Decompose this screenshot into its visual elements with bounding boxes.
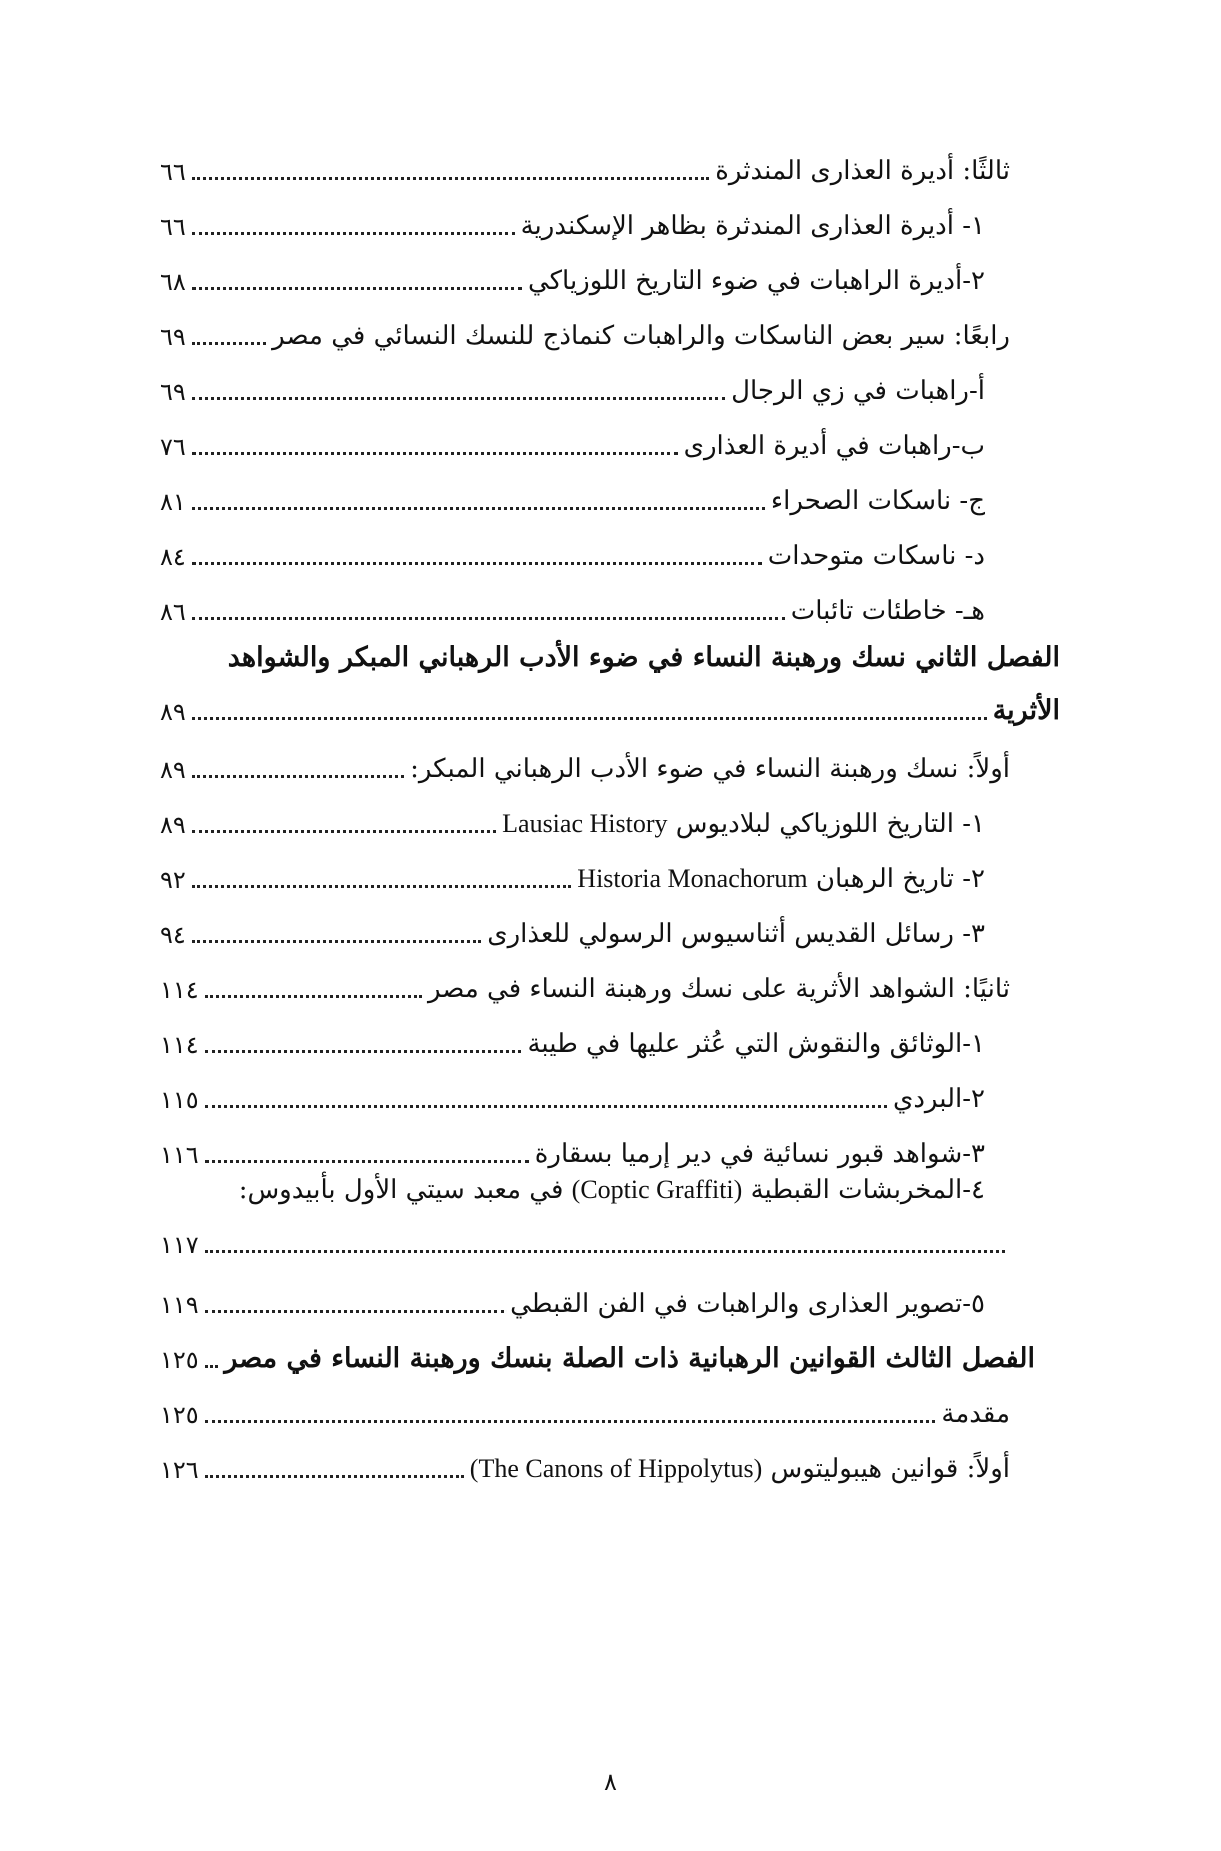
- dot-leader: [205, 1310, 504, 1313]
- toc-entry-page: ١١٧: [160, 1231, 199, 1259]
- toc-entry: [160, 130, 1010, 190]
- dot-leader: [192, 717, 987, 720]
- toc-entry-page: ٦٦: [160, 158, 186, 186]
- dot-leader: [192, 562, 762, 565]
- dot-leader: [192, 452, 678, 455]
- dot-leader: [192, 287, 522, 290]
- toc-entry: [160, 1318, 1035, 1378]
- toc-entry-title: ١-الوثائق والنقوش التي عُثر عليها في طيبة: [527, 1029, 985, 1059]
- dot-leader: [192, 397, 725, 400]
- toc-entry-page: ٩٤: [160, 921, 186, 949]
- dot-leader: [205, 1105, 887, 1108]
- page-number: ٨: [604, 1768, 617, 1796]
- toc-entry: [160, 838, 1010, 898]
- dot-leader: [192, 232, 515, 235]
- toc-entry-page: ٦٩: [160, 323, 186, 351]
- dot-leader: [205, 1365, 219, 1368]
- toc-entry-title: ٥-تصوير العذارى والراهبات في الفن القبطي: [510, 1289, 985, 1319]
- toc-entry: [160, 1058, 1010, 1118]
- toc-entry-title: ١- أديرة العذارى المندثرة بظاهر الإسكندرية: [520, 211, 985, 241]
- toc-entry-title: [470, 1456, 1010, 1488]
- dot-leader: [192, 342, 266, 345]
- toc-entry-page: ١١٤: [160, 1031, 199, 1059]
- toc-entry-title: أولاً: نسك ورهبنة النساء في ضوء الأدب الرهباني المبكر:: [410, 754, 1010, 784]
- toc-entry-page: ١٢٥: [160, 1401, 199, 1429]
- dot-leader: [192, 885, 572, 888]
- toc-entry-page: ٦٩: [160, 378, 186, 406]
- toc-entry-page: ١٢٥: [160, 1346, 199, 1374]
- toc-entry: [160, 1113, 1010, 1173]
- toc-entry: [160, 670, 1060, 730]
- toc-entry-page: ٧٦: [160, 433, 186, 461]
- toc-entry: [160, 1373, 1010, 1433]
- toc-entry-title-arabic: ١- التاريخ اللوزياكي لبلاديوس: [675, 809, 985, 839]
- toc-entry-page: ١١٦: [160, 1141, 199, 1169]
- toc-entry-title-english: (The Canons of Hippolytus): [469, 1454, 763, 1483]
- toc-entry: [160, 295, 1010, 355]
- toc-entry: [160, 350, 1010, 410]
- toc-entry: [160, 515, 1010, 575]
- chapter-heading: الفصل الثاني نسك ورهبنة النساء في ضوء الأدب الرهباني المبكر والشواهد: [227, 642, 1060, 673]
- toc-entry-title-arabic: ٤-المخربشات القبطية: [750, 1175, 985, 1205]
- toc-entry: [160, 185, 1010, 245]
- toc-entry: [160, 783, 1010, 843]
- toc-entry: [160, 570, 1010, 630]
- toc-entry-page: ٨٩: [160, 698, 186, 726]
- chapter-heading: الفصل الثالث القوانين الرهبانية ذات الصلة بنسك ورهبنة النساء في مصر: [224, 1343, 1035, 1374]
- toc-entry-title: ٣-شواهد قبور نسائية في دير إرميا بسقارة: [534, 1139, 985, 1169]
- toc-entry-title: ٢-البردي: [892, 1084, 985, 1114]
- toc-entry-page: ١١٥: [160, 1086, 199, 1114]
- dot-leader: [205, 1475, 464, 1478]
- toc-entry: [160, 728, 1010, 788]
- toc-entry-title-arabic: في معبد سيتي الأول بأبيدوس:: [238, 1175, 564, 1205]
- toc-entry-page: ٨١: [160, 488, 186, 516]
- chapter-heading-continued: الأثرية: [992, 695, 1060, 726]
- dot-leader: [192, 507, 765, 510]
- dot-leader: [205, 995, 422, 998]
- dot-leader: [192, 830, 496, 833]
- dot-leader: [205, 1050, 522, 1053]
- toc-entry-page: ٩٢: [160, 866, 186, 894]
- toc-entry: [160, 460, 1010, 520]
- toc-entry-title: [160, 1175, 1010, 1205]
- toc-entry-title-english: Lausiac History: [502, 809, 668, 838]
- toc-entry-page: ١١٤: [160, 976, 199, 1004]
- toc-entry-title: ب-راهبات في أديرة العذارى: [683, 431, 985, 461]
- toc-entry-page: ٦٨: [160, 268, 186, 296]
- dot-leader: [205, 1250, 1005, 1253]
- toc-entry-title: أ-راهبات في زي الرجال: [731, 376, 985, 406]
- toc-entry-title-arabic: ٢- تاريخ الرهبان: [815, 864, 985, 894]
- toc-entry-title: ج- ناسكات الصحراء: [770, 486, 985, 516]
- toc-entry-title: مقدمة: [941, 1399, 1010, 1429]
- toc-entry-title-english: Historia Monachorum: [577, 864, 808, 893]
- toc-entry: [160, 893, 1010, 953]
- toc-entry-title-english: (Coptic Graffiti): [571, 1175, 743, 1204]
- toc-entry-title: رابعًا: سير بعض الناسكات والراهبات كنماذج للنسك النسائي في مصر: [272, 321, 1010, 351]
- dot-leader: [205, 1160, 529, 1163]
- dot-leader: [192, 775, 404, 778]
- toc-entry: [160, 1263, 1010, 1323]
- dot-leader: [192, 617, 785, 620]
- toc-entry: [160, 1428, 1010, 1488]
- toc-entry-title: ٢-أديرة الراهبات في ضوء التاريخ اللوزياكي: [527, 266, 985, 296]
- toc-entry-title: ثانيًا: الشواهد الأثرية على نسك ورهبنة النساء في مصر: [427, 974, 1010, 1004]
- dot-leader: [192, 177, 709, 180]
- toc-entry-title: ثالثًا: أديرة العذارى المندثرة: [715, 156, 1010, 186]
- toc-entry-page: ٨٩: [160, 756, 186, 784]
- toc-entry: [160, 240, 1010, 300]
- toc-entry: [160, 405, 1010, 465]
- toc-entry-page: ٨٤: [160, 543, 186, 571]
- toc-entry-page: ١١٩: [160, 1291, 199, 1319]
- toc-entry-page: ٨٩: [160, 811, 186, 839]
- toc-entry: [160, 1203, 1005, 1263]
- toc-entry-title: هـ- خاطئات تائبات: [790, 596, 985, 626]
- toc-entry: [160, 1003, 1010, 1063]
- toc-entry: [160, 948, 1010, 1008]
- toc-entry-title: د- ناسكات متوحدات: [767, 541, 985, 571]
- toc-entry-page: ١٢٦: [160, 1456, 199, 1484]
- toc-entry-page: ٨٦: [160, 598, 186, 626]
- toc-entry-title: ٣- رسائل القديس أثناسيوس الرسولي للعذارى: [487, 919, 985, 949]
- dot-leader: [205, 1420, 936, 1423]
- toc-entry-title-arabic: أولاً: قوانين هيبوليتوس: [770, 1454, 1010, 1484]
- dot-leader: [192, 940, 481, 943]
- toc-entry-page: ٦٦: [160, 213, 186, 241]
